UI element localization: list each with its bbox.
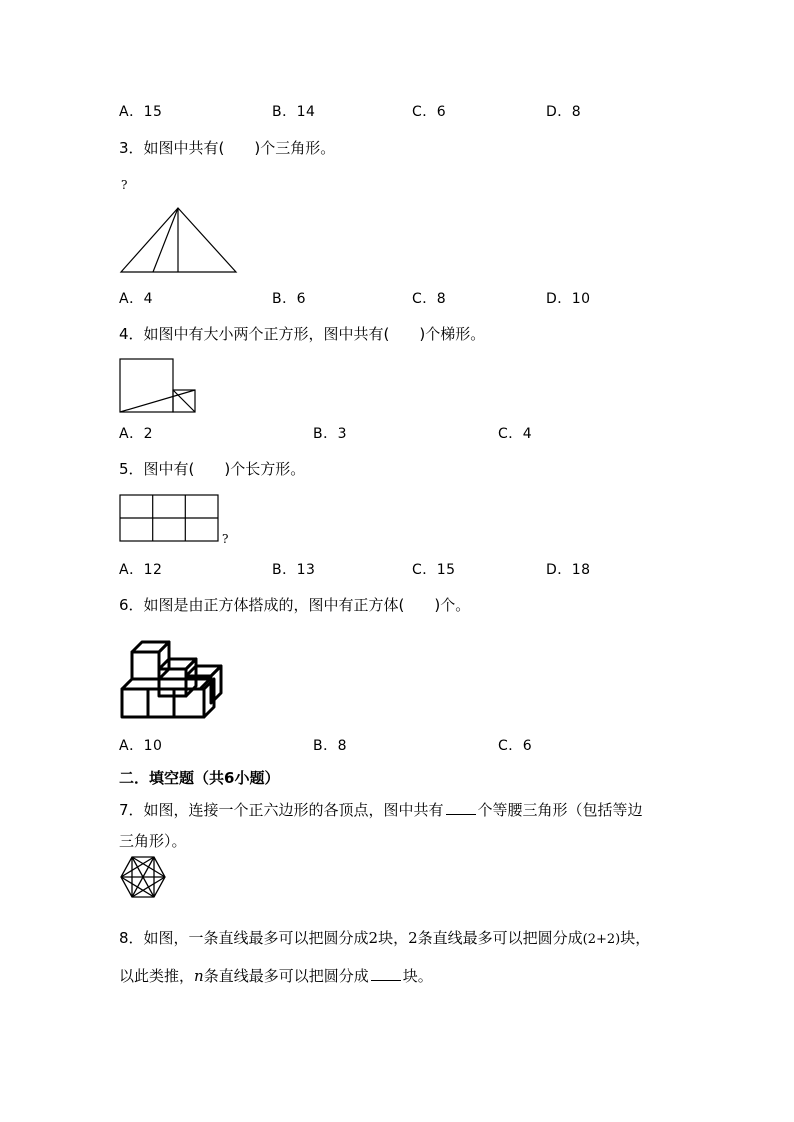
q5-option-b: B．13	[272, 562, 316, 578]
q3-option-b: B．6	[272, 291, 307, 307]
q7-line1	[119, 800, 643, 820]
q5-figure-mark: ?	[222, 532, 229, 546]
q8-text-d: 块，	[620, 929, 651, 947]
q8-text-b: 块，	[378, 929, 409, 947]
q4-option-c: C．4	[498, 426, 533, 442]
q7-text-b: 个等腰三角形（包括等边	[477, 801, 643, 819]
q8-line1	[119, 928, 650, 950]
q2-option-c: C．6	[412, 104, 447, 120]
q8-text-a: 8．如图，一条直线最多可以把圆分成	[119, 929, 369, 947]
q5-grid-figure	[118, 493, 222, 545]
q8-number-2a: 2	[368, 929, 379, 947]
q4-option-a: A．2	[119, 426, 153, 442]
q8-expression: (2+2)	[582, 932, 621, 947]
q6-option-a: A．10	[119, 738, 163, 754]
q3-stem: 3．如图中共有( )个三角形。	[119, 139, 336, 157]
q8-variable-n: n	[194, 967, 204, 985]
q5-option-c: C．15	[412, 562, 456, 578]
q8-answer-blank[interactable]	[371, 966, 401, 981]
q4-option-b: B．3	[313, 426, 348, 442]
q6-cubes-figure	[118, 632, 224, 722]
q4-squares-figure	[118, 357, 200, 415]
q3-option-c: C．8	[412, 291, 447, 307]
q3-option-a: A．4	[119, 291, 153, 307]
q2-option-d: D．8	[546, 104, 582, 120]
q5-option-a: A．12	[119, 562, 163, 578]
q5-option-d: D．18	[546, 562, 591, 578]
q8-text-e: 以此类推，	[119, 967, 195, 985]
q6-option-c: C．6	[498, 738, 533, 754]
q7-answer-blank[interactable]	[446, 800, 476, 815]
q6-stem: 6．如图是由正方体搭成的，图中有正方体( )个。	[119, 596, 471, 614]
q7-hexagon-figure	[118, 855, 168, 899]
q8-text-f: 条直线最多可以把圆分成	[203, 967, 369, 985]
q2-option-a: A．15	[119, 104, 163, 120]
q4-stem: 4．如图中有大小两个正方形，图中共有( )个梯形。	[119, 325, 486, 343]
q3-triangle-figure	[118, 205, 240, 275]
q8-number-2b: 2	[408, 929, 418, 947]
section-title: 二．填空题（共6小题）	[119, 769, 280, 787]
q2-option-b: B．14	[272, 104, 316, 120]
q7-line2: 三角形）。	[119, 832, 187, 850]
q3-figure-mark: ?	[121, 178, 128, 192]
q7-text-a: 7．如图，连接一个正六边形的各顶点，图中共有	[119, 801, 444, 819]
q8-line2	[119, 966, 433, 986]
q6-option-b: B．8	[313, 738, 348, 754]
q5-stem: 5．图中有( )个长方形。	[119, 460, 306, 478]
q3-option-d: D．10	[546, 291, 591, 307]
q8-text-c: 条直线最多可以把圆分成	[417, 929, 583, 947]
q8-text-g: 块。	[402, 967, 433, 985]
